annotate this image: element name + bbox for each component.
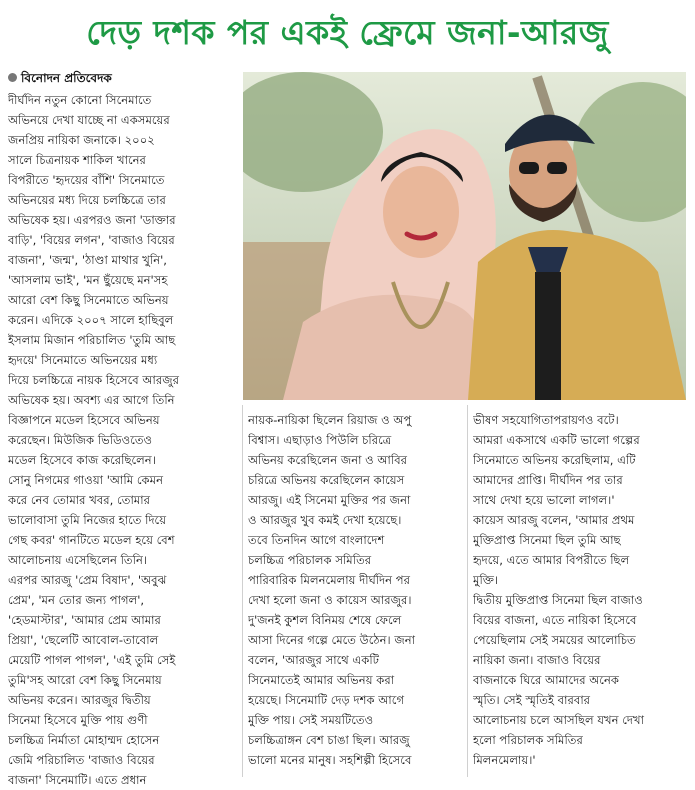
article-line: আমাদের প্রাপ্তি। দীর্ঘদিন পর তার [473,473,623,487]
article-line: ইসলাম মিজান পরিচালিত 'তুমি আছ [8,333,176,347]
article-line: চরিত্রে অভিনয় করেছিলেন কায়েস [248,473,405,487]
article-line: বলেন, 'আরজুর সাথে একটি [248,653,380,667]
article-column-2 [248,410,463,770]
article-line: চলচ্চিত্রাঙ্গন বেশ চাঙা ছিল। আরজু [248,733,410,747]
article-line: ভালোবাসা তুমি নিজের হাতে দিয়ে [8,513,167,527]
article-line: 'হেডমাস্টার', 'আমার প্রেম আমার [8,613,161,627]
article-line: দ্বিতীয় মুক্তিপ্রাপ্ত সিনেমা ছিল বাজাও [473,593,643,607]
article-line: দু'জনই কুশল বিনিময় শেষে ফেলে [248,613,402,627]
article-line: মুক্তি পায়। সেই সময়টিতেও [248,713,374,727]
article-line: সালে চিত্রনায়ক শাকিল খানের [8,153,146,167]
article-line: বিয়ের বাজনা, এতে নায়িকা হিসেবে [473,613,637,627]
bullet-icon [8,73,17,82]
article-line: গেছ কবর' গানটিতে মডেল হয়ে বেশ [8,533,175,547]
article-line: দেখা হলো জনা ও কায়েস আরজুর। [248,593,412,607]
article-line: বিজ্ঞাপনে মডেল হিসেবে অভিনয় [8,413,160,427]
article-line: বাজনা', 'জন্ম', 'ঠাণ্ডা মাথার খুনি', [8,253,167,267]
article-line: অভিনয় করেছিলেন জনা ও আবির [248,453,408,467]
article-line: হলো পরিচালক সমিতির [473,733,583,747]
article-line: হয়েছে। সিনেমাটি দেড় দশক আগে [248,693,405,707]
article-column-3 [473,410,687,770]
byline-text: বিনোদন প্রতিবেদক [21,71,112,85]
article-line: বাড়ি', 'বিয়ের লগন', 'বাজাও বিয়ের [8,233,175,247]
article-line: জেমি পরিচালিত 'বাজাও বিয়ের [8,753,155,767]
article-line: মিলনমেলায়।' [473,753,536,767]
article-line: পারিবারিক মিলনমেলায় দীর্ঘদিন পর [248,573,410,587]
article-line: নায়ক-নায়িকা ছিলেন রিয়াজ ও অপু [248,413,412,427]
article-line: 'আসলাম ভাই', 'মন ছুঁয়েছে মন'সহ [8,273,168,287]
article-line: স্মৃতি। সেই স্মৃতিই বারবার [473,693,591,707]
article-line: বিশ্বাস। এছাড়াও পিউলি চরিত্রে [248,433,392,447]
article-line: মুক্তি। [473,573,499,587]
article-line: প্রেম', 'মন তোর জন্য পাগল', [8,593,145,607]
article-line: সিনেমা হিসেবে মুক্তি পায় গুণী [8,713,148,727]
article-line: প্রিয়া', 'ছেলেটি আবোল-তাবোল [8,633,159,647]
article-line: আলোচনায় চলে আসছিল যখন দেখা [473,713,644,727]
byline [8,70,112,86]
article-line: করেন। এদিকে ২০০৭ সালে হাছিবুল [8,313,174,327]
article-line: জনপ্রিয় নায়িকা জনাকে। ২০০২ [8,133,155,147]
article-line: তুমি'সহ আরো বেশ কিছু সিনেমায় [8,673,162,687]
article-line: হৃদয়ে' সিনেমাতে অভিনয়ের মধ্য [8,353,158,367]
column-divider [467,405,468,777]
article-line: আরো বেশ কিছু সিনেমাতে অভিনয় [8,293,169,307]
article-line: আরজু। এই সিনেমা মুক্তির পর জনা [248,493,411,507]
article-line: বাজনাকে ঘিরে আমাদের অনেক [473,673,619,687]
article-line: তবে তিনদিন আগে বাংলাদেশ [248,533,385,547]
article-line: অভিনয় করেন। আরজুর দ্বিতীয় [8,693,151,707]
article-line: এরপর আরজু 'প্রেম বিষাদ', 'অবুঝ [8,573,167,587]
article-line: হৃদয়ে, এতে আমার বিপরীতে ছিল [473,553,630,567]
article-line: পেয়েছিলাম সেই সময়ের আলোচিত [473,633,636,647]
article-line: ও আরজুর খুব কমই দেখা হয়েছে। [248,513,402,527]
article-line: ভীষণ সহযোগিতাপরায়ণও বটে। [473,413,619,427]
article-line: অভিষেক হয়। অবশ্য এর আগে তিনি [8,393,175,407]
article-line: আসা দিনের গল্পে মেতে উঠেন। জনা [248,633,415,647]
column-divider [242,405,243,777]
article-line: ভালো মনের মানুষ। সহশিল্পী হিসেবে [248,753,412,767]
article-line: সাথে দেখা হয়ে ভালো লাগল।' [473,493,615,507]
article-line: মেয়েটি পাগল পাগল', 'এই তুমি সেই [8,653,176,667]
article-line: সিনেমাতেই আমার অভিনয় করা [248,673,395,687]
article-line: করেছেন। মিউজিক ভিডিওতেও [8,433,153,447]
article-column-1 [8,90,238,790]
news-photo-couple-icon [243,72,686,400]
article-line: নায়িকা জনা। বাজাও বিয়ের [473,653,601,667]
article-line: চলচ্চিত্র পরিচালক সমিতির [248,553,372,567]
article-line: দীর্ঘদিন নতুন কোনো সিনেমাতে [8,93,152,107]
article-line: দিয়ে চলচ্চিত্রে নায়ক হিসেবে আরজুর [8,373,180,387]
article-line: অভিনয়ে দেখা যাচ্ছে না একসময়ের [8,113,170,127]
article-line: অভিষেক হয়। এরপরও জনা 'ডাক্তার [8,213,176,227]
article-line: মুক্তিপ্রাপ্ত সিনেমা ছিল তুমি আছ [473,533,621,547]
article-line: আমরা একসাথে একটি ভালো গল্পের [473,433,640,447]
article-line: করে নেব তোমার খবর, তোমার [8,493,150,507]
article-line: সোনু নিগমের গাওয়া 'আমি কেমন [8,473,164,487]
article-line: বিপরীতে 'হৃদয়ের বাঁশি' সিনেমাতে [8,173,165,187]
article-line: সিনেমাতে অভিনয় করেছিলাম, এটি [473,453,636,467]
article-line: চলচ্চিত্র নির্মাতা মোহাম্মদ হোসেন [8,733,160,747]
article-line: অভিনয়ের মধ্য দিয়ে চলচ্চিত্রে তার [8,193,166,207]
article-line: বাজনা' সিনেমাটি। এতে প্রধান [8,773,147,787]
news-photo [243,72,686,400]
article-line: আলোচনায় এসেছিলেন তিনি। [8,553,148,567]
article-line: মডেল হিসেবে কাজ করেছিলেন। [8,453,156,467]
article-line: কায়েস আরজু বলেন, 'আমার প্রথম [473,513,635,527]
headline: দেড় দশক পর একই ফ্রেমে জনা-আরজু [86,13,609,52]
